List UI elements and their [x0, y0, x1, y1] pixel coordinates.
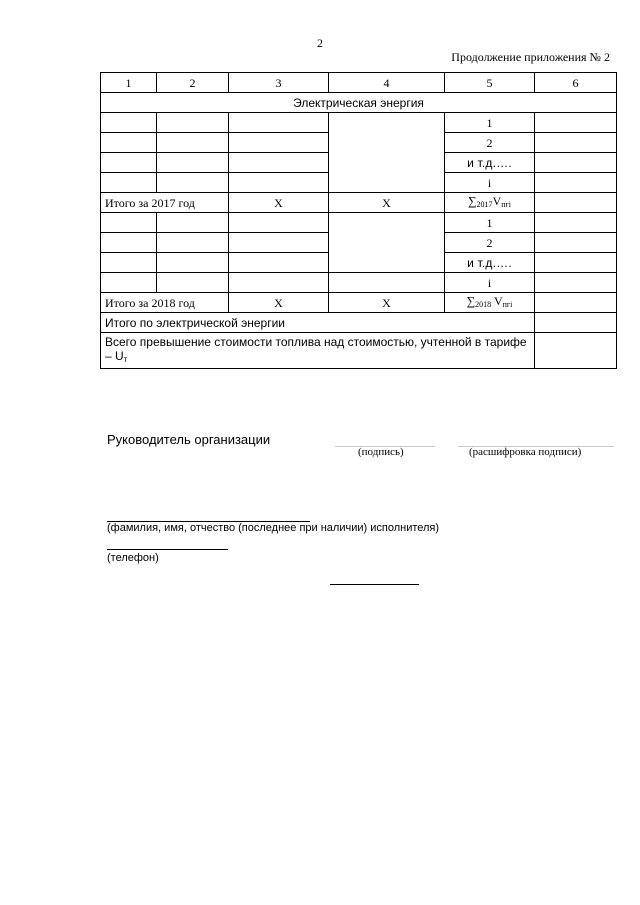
grand-total-sub: т [123, 355, 128, 364]
total-col4: Х [329, 293, 445, 313]
head-of-organization-label: Руководитель организации [107, 432, 271, 447]
table-cell-merged [329, 213, 445, 273]
grand-total-row [101, 333, 617, 369]
table-cell [157, 213, 229, 233]
sum-symbol: ∑ [466, 293, 476, 308]
table-cell [157, 273, 229, 293]
row-index: i [445, 273, 535, 293]
table-cell [229, 233, 329, 253]
table-cell [535, 213, 617, 233]
data-table [100, 72, 617, 369]
sum-var: V [492, 193, 502, 208]
row-index: 1 [445, 113, 535, 133]
total-sum-formula [445, 293, 535, 313]
table-cell [101, 233, 157, 253]
table-cell [229, 113, 329, 133]
table-row [101, 273, 617, 293]
table-cell [229, 213, 329, 233]
signature-caption: (подпись) [358, 446, 404, 458]
table-cell [535, 253, 617, 273]
table-cell [157, 253, 229, 273]
col-number: 5 [445, 73, 535, 93]
table-cell [229, 133, 329, 153]
table-cell [101, 133, 157, 153]
total-sum-formula [445, 193, 535, 213]
table-cell [101, 253, 157, 273]
table-cell [535, 313, 617, 333]
row-index: и т.д.…. [445, 253, 535, 273]
table-cell [535, 233, 617, 253]
table-cell [157, 233, 229, 253]
table-cell [535, 113, 617, 133]
table-cell [229, 273, 329, 293]
col-number: 4 [329, 73, 445, 93]
total-row-2018 [101, 293, 617, 313]
column-number-row [101, 73, 617, 93]
table-cell [535, 153, 617, 173]
row-index: 2 [445, 133, 535, 153]
table-row [101, 213, 617, 233]
table-cell [535, 273, 617, 293]
table-cell [535, 173, 617, 193]
total-col4: Х [329, 193, 445, 213]
table-cell [157, 173, 229, 193]
table-cell [101, 213, 157, 233]
decoding-caption: (расшифровка подписи) [469, 446, 582, 458]
table-cell [101, 273, 157, 293]
sum-symbol: ∑ [467, 193, 477, 208]
total-label: Итого за 2017 год [101, 193, 229, 213]
section-title-row [101, 93, 617, 113]
row-index: и т.д.…. [445, 153, 535, 173]
table-cell [229, 253, 329, 273]
sum-year: 2017 [476, 199, 493, 209]
page-number: 2 [317, 36, 323, 50]
end-separator-line [330, 584, 419, 585]
sum-index: пгi [502, 299, 513, 309]
sum-index: пгi [501, 199, 512, 209]
col-number: 3 [229, 73, 329, 93]
appendix-continuation: Продолжение приложения № 2 [451, 50, 610, 64]
table-cell-merged [329, 113, 445, 193]
total-row-2017 [101, 193, 617, 213]
row-index: 1 [445, 213, 535, 233]
table-cell [229, 153, 329, 173]
table-cell [101, 113, 157, 133]
section-title: Электрическая энергия [101, 93, 617, 113]
total-col3: Х [229, 293, 329, 313]
col-number: 6 [535, 73, 617, 93]
table-cell [535, 293, 617, 313]
row-index: 2 [445, 233, 535, 253]
table-cell [101, 173, 157, 193]
row-index: i [445, 173, 535, 193]
phone-line [107, 549, 228, 550]
electric-total-row [101, 313, 617, 333]
table-cell [535, 333, 617, 369]
table-cell [157, 153, 229, 173]
sum-year: 2018 [475, 299, 492, 309]
table-cell [101, 153, 157, 173]
phone-caption: (телефон) [107, 552, 159, 564]
total-label: Итого за 2018 год [101, 293, 229, 313]
sum-var: V [491, 293, 503, 308]
grand-total-label [101, 333, 535, 369]
col-number: 2 [157, 73, 229, 93]
electric-total-label: Итого по электрической энергии [101, 313, 535, 333]
table-cell [157, 113, 229, 133]
table-cell [535, 193, 617, 213]
table-cell [229, 173, 329, 193]
executor-caption: (фамилия, имя, отчество (последнее при наличии) исполнителя) [107, 522, 440, 534]
table-cell [157, 133, 229, 153]
table-cell [329, 273, 445, 293]
grand-total-text: Всего превышение стоимости топлива над стоимостью, учтенной в тарифе – U [105, 335, 527, 363]
total-col3: Х [229, 193, 329, 213]
table-cell [535, 133, 617, 153]
table-row [101, 113, 617, 133]
col-number: 1 [101, 73, 157, 93]
